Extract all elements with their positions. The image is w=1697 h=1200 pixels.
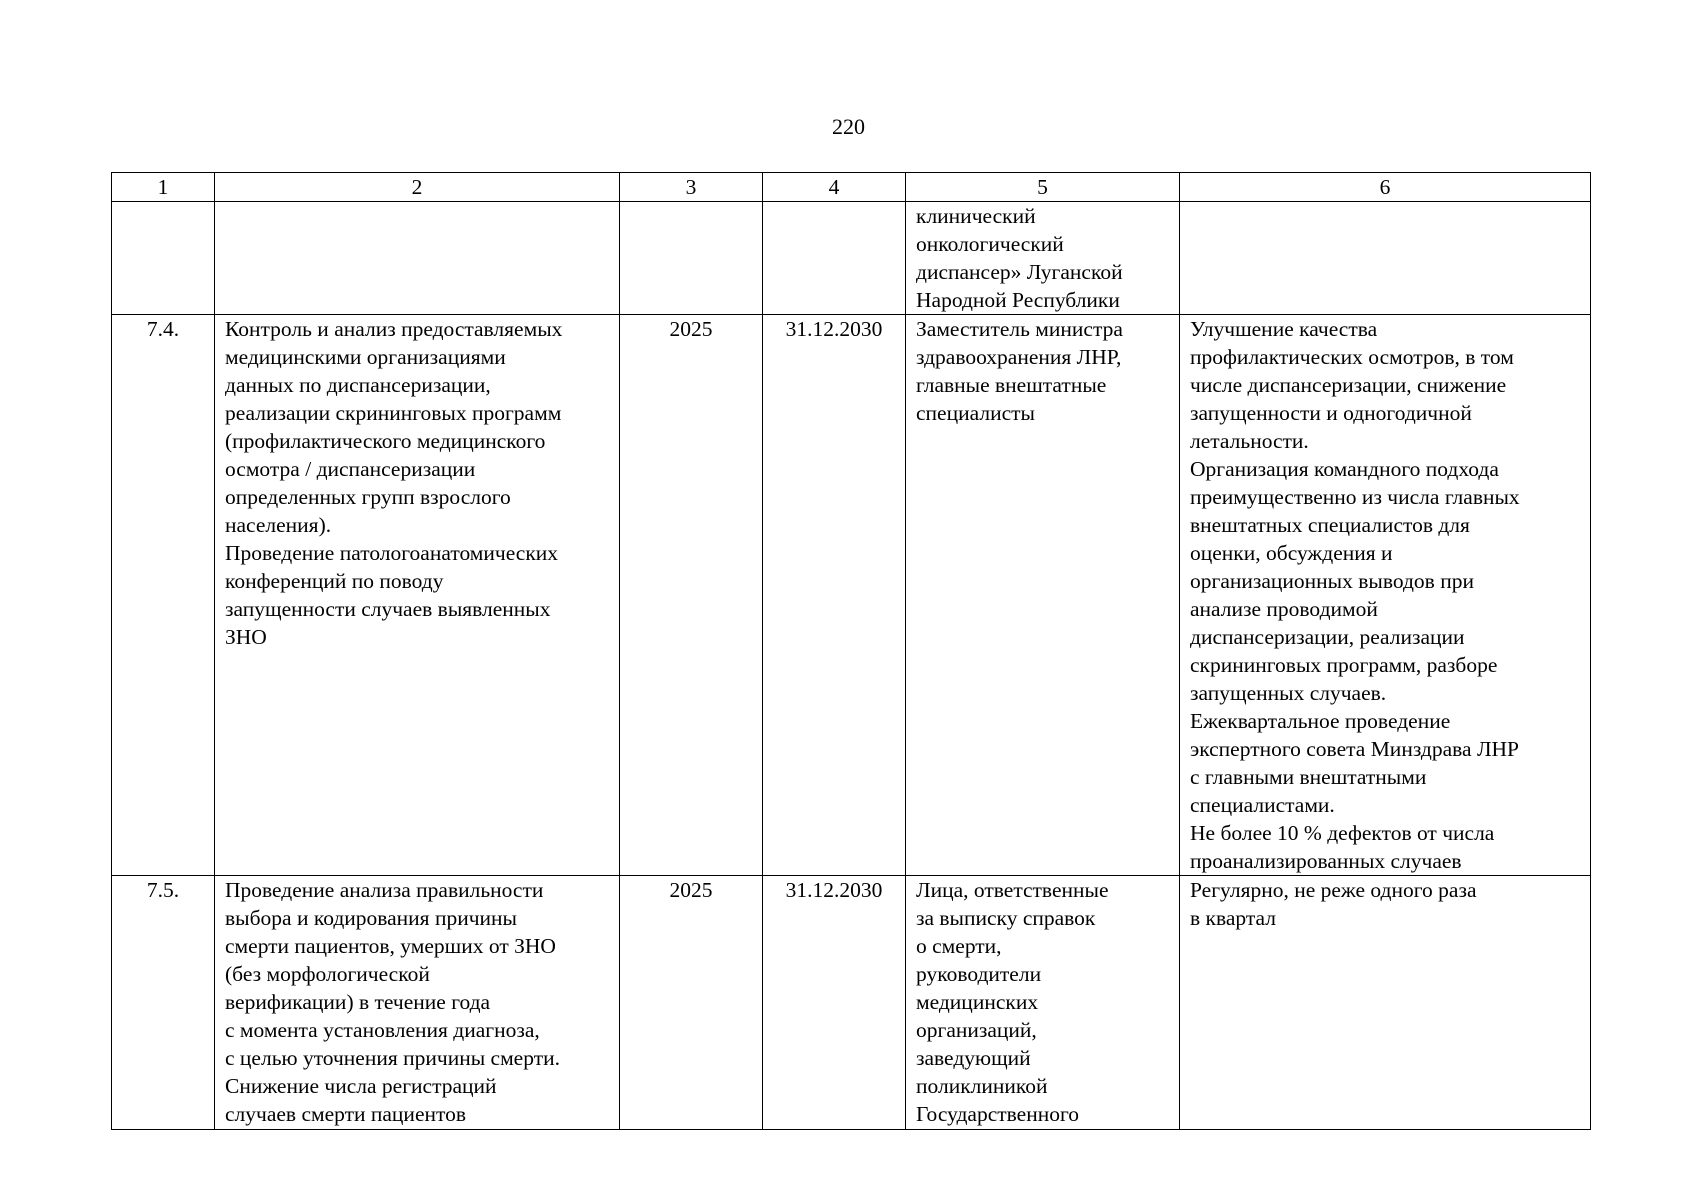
text-line: смерти пациентов, умерших от ЗНО [225,934,556,958]
text-line: Улучшение качества [1190,317,1378,341]
text-line: экспертного совета Минздрава ЛНР [1190,737,1520,761]
table-row-continuation [112,202,1591,315]
cell-description [215,876,620,1130]
text-line: числе диспансеризации, снижение [1190,373,1507,397]
text-line: верификации) в течение года [225,990,491,1014]
text-line: преимущественно из числа главных [1190,485,1520,509]
text-line: случаев смерти пациентов [225,1102,467,1126]
text-line: анализе проводимой [1190,597,1378,621]
cell-responsible [906,202,1180,315]
text-line: Ежеквартальное проведение [1190,709,1451,733]
text-line: Заместитель министра [916,317,1123,341]
text-line: реализации скрининговых программ [225,401,562,425]
text-line: специалистами. [1190,793,1335,817]
column-header: 2 [215,173,620,202]
text-line: Проведение анализа правильности [225,878,544,902]
cell-result [1180,202,1591,315]
text-line: диспансер» Луганской [916,260,1123,284]
text-line: населения). [225,513,332,537]
text-line: Государственного [916,1102,1080,1126]
text-line: организационных выводов при [1190,569,1474,593]
text-line: запущенности и одногодичной [1190,401,1472,425]
text-line: конференций по поводу [225,569,444,593]
text-line: ЗНО [225,625,267,649]
text-line: летальности. [1190,429,1309,453]
column-header: 1 [112,173,215,202]
text-line: руководители [916,962,1042,986]
column-header: 5 [906,173,1180,202]
text-line: здравоохранения ЛНР, [916,345,1122,369]
cell-description [215,315,620,876]
text-line: с главными внештатными [1190,765,1427,789]
text-line: с целью уточнения причины смерти. [225,1046,560,1070]
cell-end-date: 31.12.2030 [763,315,906,876]
text-line: организаций, [916,1018,1037,1042]
cell-end-date [763,202,906,315]
text-line: онкологический [916,232,1064,256]
text-line: проанализированных случаев [1190,849,1462,873]
text-line: медицинскими организациями [225,345,506,369]
text-line: профилактических осмотров, в том [1190,345,1514,369]
text-line: (без морфологической [225,962,430,986]
text-line: поликлиникой [916,1074,1048,1098]
cell-responsible [906,876,1180,1130]
text-line: Регулярно, не реже одного раза [1190,878,1477,902]
cell-result [1180,876,1591,1130]
text-line: специалисты [916,401,1035,425]
text-line: клинический [916,204,1036,228]
text-line: Лица, ответственные [916,878,1109,902]
text-line: медицинских [916,990,1039,1014]
text-line: заведующий [916,1046,1031,1070]
text-line: диспансеризации, реализации [1190,625,1465,649]
text-line: оценки, обсуждения и [1190,541,1393,565]
column-header: 3 [620,173,763,202]
cell-start-year: 2025 [620,876,763,1130]
text-line: о смерти, [916,934,1002,958]
text-line: запущенных случаев. [1190,681,1387,705]
measures-table [111,172,1591,1130]
cell-num: 7.5. [112,876,215,1130]
text-line: внештатных специалистов для [1190,513,1470,537]
text-line: Контроль и анализ предоставляемых [225,317,563,341]
text-line: Не более 10 % дефектов от числа [1190,821,1495,845]
page-number: 220 [832,114,865,139]
text-line: запущенности случаев выявленных [225,597,551,621]
text-line: за выписку справок [916,906,1096,930]
cell-num [112,202,215,315]
cell-description [215,202,620,315]
text-line: Организация командного подхода [1190,457,1499,481]
column-header: 4 [763,173,906,202]
text-line: данных по диспансеризации, [225,373,491,397]
text-line: осмотра / диспансеризации [225,457,476,481]
text-line: с момента установления диагноза, [225,1018,540,1042]
cell-responsible [906,315,1180,876]
text-line: в квартал [1190,906,1276,930]
cell-end-date: 31.12.2030 [763,876,906,1130]
text-line: Проведение патологоанатомических [225,541,559,565]
text-line: определенных групп взрослого [225,485,511,509]
cell-start-year: 2025 [620,315,763,876]
column-header: 6 [1180,173,1591,202]
table-row-7-5 [112,876,1591,1130]
text-line: скрининговых программ, разборе [1190,653,1498,677]
cell-result [1180,315,1591,876]
text-line: выбора и кодирования причины [225,906,517,930]
table-header-row [112,173,1591,202]
text-line: Снижение числа регистраций [225,1074,497,1098]
cell-start-year [620,202,763,315]
text-line: главные внештатные [916,373,1107,397]
cell-num: 7.4. [112,315,215,876]
table-row-7-4 [112,315,1591,876]
text-line: (профилактического медицинского [225,429,546,453]
text-line: Народной Республики [916,288,1120,312]
